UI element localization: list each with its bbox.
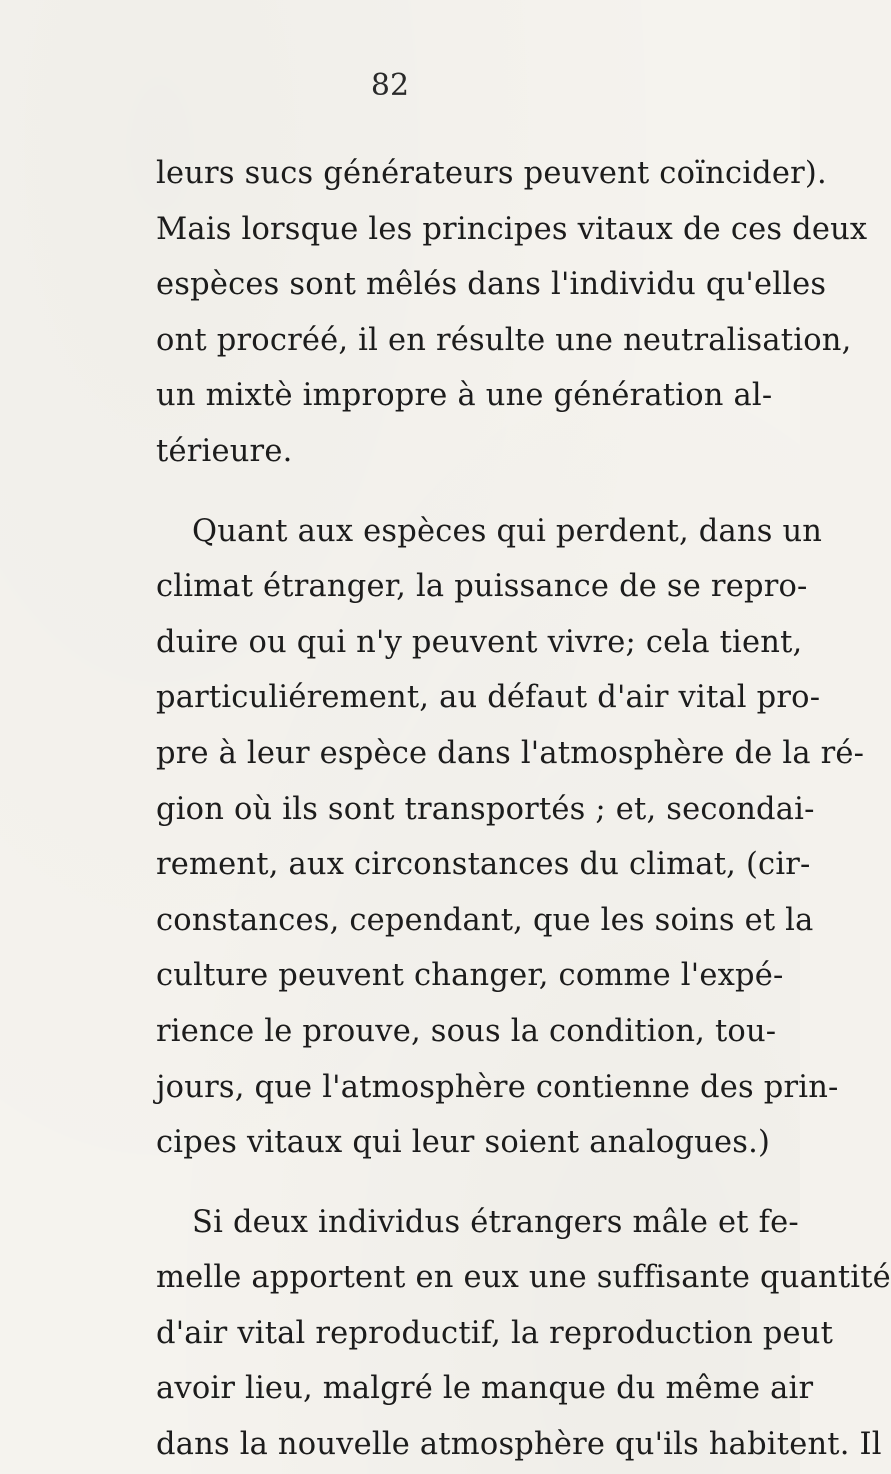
text-line: ont procréé, il en résulte une neutralisation, [156,322,852,358]
text-line: Quant aux espèces qui perdent, dans un [192,513,823,549]
paragraph-2 [156,504,865,1171]
paragraph-spacer [156,480,772,504]
text-line: d'air vital reproductif, la reproduction peut [156,1315,834,1351]
text-line: dans la nouvelle atmosphère qu'ils habitent. Il [156,1427,882,1463]
text-line: jours, que l'atmosphère contienne des prin- [156,1069,839,1105]
text-line: espèces sont mêlés dans l'individu qu'elles [156,267,827,303]
page-number: 82 [370,68,410,103]
paragraph-1 [156,146,868,480]
text-line: térieure. [156,433,293,469]
text-line: cipes vitaux qui leur soient analogues.) [156,1125,771,1161]
text-line: Mais lorsque les principes vitaux de ces deux [156,211,868,247]
text-line: leurs sucs générateurs peuvent coïncider). [156,156,827,191]
text-line: constances, cependant, que les soins et la [156,902,814,938]
paragraph-3 [156,1195,891,1473]
text-line: Si deux individus étrangers mâle et fe- [192,1204,799,1240]
text-line: climat étranger, la puissance de se repro- [156,569,808,605]
text-line: pre à leur espèce dans l'atmosphère de la ré- [156,735,865,771]
text-line: gion où ils sont transportés ; et, secondai- [156,791,815,827]
text-line: duire ou qui n'y peuvent vivre; cela tient, [156,624,803,660]
body-text [156,146,891,1473]
text-line: avoir lieu, malgré le manque du même air [156,1371,814,1407]
text-line: un mixtè impropre à une génération al- [156,378,773,414]
text-line: particuliérement, au défaut d'air vital pro- [156,680,821,716]
text-line: rement, aux circonstances du climat, (cir- [156,847,811,883]
text-line: rience le prouve, sous la condition, tou- [156,1013,777,1049]
text-line: melle apportent en eux une suffisante quantité [156,1260,891,1296]
text-line: culture peuvent changer, comme l'expé- [156,958,784,994]
paragraph-spacer [156,1171,772,1195]
